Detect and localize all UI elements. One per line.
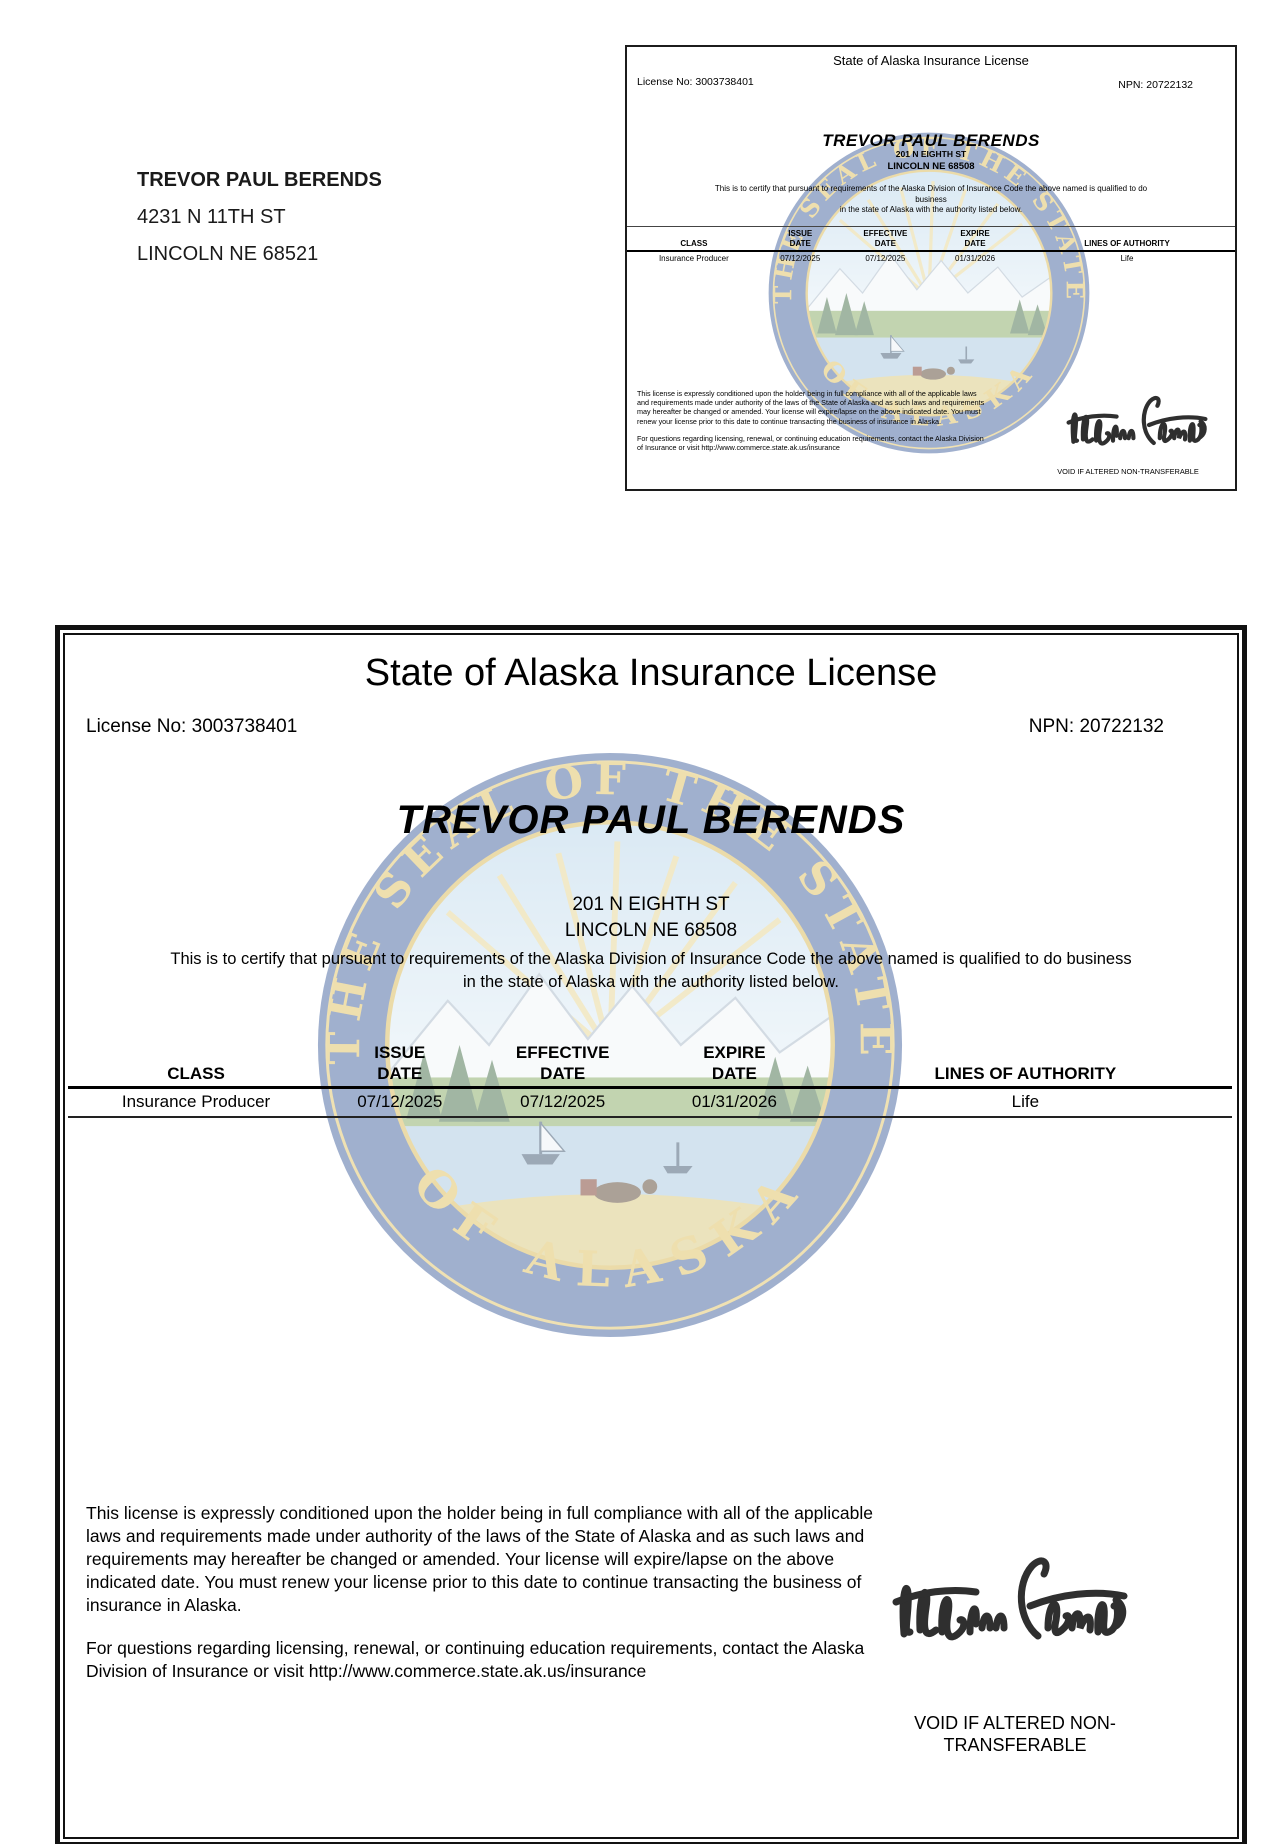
table-rule [68,1116,1232,1118]
conditions-paragraph: This license is expressly conditioned upon the holder being in full compliance with all of the applicable laws and requirements made under authority of the laws of the State of Alaska and as such laws and requirements may hereafter be changed or amended. Your license will expire/lapse on the above indicated date. You must renew your license prior to this date to continue transacting the business of insurance in Alaska. [637,389,985,426]
conditions-paragraph: This license is expressly conditioned upon the holder being in full compliance with all of the applicable laws and requirements made under authority of the laws of the State of Alaska and as such laws and requirements may hereafter be changed or amended. Your license will expire/lapse on the above indicated date. You must renew your license prior to this date to continue transacting the business of insurance in Alaska. [86,1503,873,1615]
certification-line: in the state of Alaska with the authority listed below. [462,973,840,991]
col-expire: EXPIRE [960,229,990,238]
certification-line: This is to certify that pursuant to requirements of the Alaska Division of Insurance Code the above named is qualified to do business [170,950,1132,968]
col-expire: EXPIRE [703,1043,766,1062]
cell-lines-of-authority: Life [1011,1092,1040,1111]
table-row [68,1089,1232,1116]
license-number [86,716,297,738]
cell-expire-date: 01/31/2026 [955,254,996,263]
cell-effective-date: 07/12/2025 [865,254,906,263]
license-number [637,76,754,88]
authority-table [627,226,1235,263]
director-signature [1039,383,1235,455]
authority-table [68,1042,1232,1118]
table-rule [627,226,1235,227]
cell-class: Insurance Producer [121,1092,271,1111]
license-card-small [625,45,1237,491]
license-title: State of Alaska Insurance License [833,53,1029,68]
void-notice: VOID IF ALTERED NON-TRANSFERABLE [1057,467,1199,476]
cell-effective-date: 07/12/2025 [520,1092,606,1111]
holder-street: 201 N EIGHTH ST [895,149,967,159]
cell-class: Insurance Producer [658,254,729,263]
col-issue: ISSUE [788,229,813,238]
void-notice-line: TRANSFERABLE [943,1735,1087,1755]
license-number-value: 3003738401 [191,716,298,737]
holder-name: TREVOR PAUL BERENDS [822,131,1040,150]
table-row [627,252,1235,263]
director-signature [890,1506,1130,1686]
certification-line: business [915,194,947,204]
npn-number [1118,79,1193,91]
license-title: State of Alaska Insurance License [364,652,938,694]
col-class: CLASS [680,239,708,248]
license-number-label: License No: [637,76,693,88]
license-number-label: License No: [86,716,187,737]
certification-text [627,184,1235,216]
table-header-row: CLASS ISSUE DATE EFFECTIVE DATE EXPIRE DATE LINES OF AUTHORITY [627,229,1235,249]
npn-label: NPN: [1028,716,1075,737]
mailing-address-block [137,162,382,273]
table-header-row: CLASS ISSUE DATE EFFECTIVE DATE EXPIRE DATE LINES OF AUTHORITY [68,1042,1232,1084]
certification-line: This is to certify that pursuant to requirements of the Alaska Division of Insurance Code the above named is qualified to do [714,184,1148,193]
holder-city: LINCOLN NE 68508 [887,161,975,172]
questions-paragraph: For questions regarding licensing, renewal, or continuing education requirements, contact the Alaska Division of Insurance or visit http://www.commerce.state.ak.us/insurance [86,1638,865,1681]
cell-expire-date: 01/31/2026 [691,1092,777,1111]
holder-street: 201 N EIGHTH ST [572,894,730,915]
license-certificate-large [55,625,1247,1844]
col-class: CLASS [167,1064,225,1083]
mailing-address-street: 4231 N 11TH ST [137,206,286,228]
certification-line: in the state of Alaska with the authority listed below. [839,205,1023,214]
cell-lines-of-authority: Life [1120,254,1134,263]
col-issue: ISSUE [374,1043,426,1062]
npn-value: 20722132 [1146,79,1193,91]
void-notice [860,1712,1170,1756]
col-lines-of-authority: LINES OF AUTHORITY [934,1064,1117,1083]
legal-text-block [637,389,989,452]
holder-name: TREVOR PAUL BERENDS [396,798,906,842]
cell-issue-date: 07/12/2025 [780,254,821,263]
col-effective: EFFECTIVE [863,229,908,238]
npn-label: NPN: [1118,79,1144,91]
col-effective: EFFECTIVE [515,1043,610,1062]
npn-value: 20722132 [1079,716,1164,737]
cell-issue-date: 07/12/2025 [357,1092,443,1111]
col-lines-of-authority: LINES OF AUTHORITY [1084,239,1170,248]
license-number-value: 3003738401 [695,76,754,88]
questions-paragraph: For questions regarding licensing, renewal, or continuing education requirements, contact the Alaska Division of Insurance or visit http://www.commerce.state.ak.us/insurance [637,433,984,453]
void-notice-line: VOID IF ALTERED NON- [914,1713,1116,1733]
npn-number [1029,716,1164,738]
holder-city: LINCOLN NE 68508 [564,920,738,941]
mailing-address-name: TREVOR PAUL BERENDS [137,169,382,191]
mailing-address-city: LINCOLN NE 68521 [137,243,319,265]
legal-text-block [86,1502,874,1683]
